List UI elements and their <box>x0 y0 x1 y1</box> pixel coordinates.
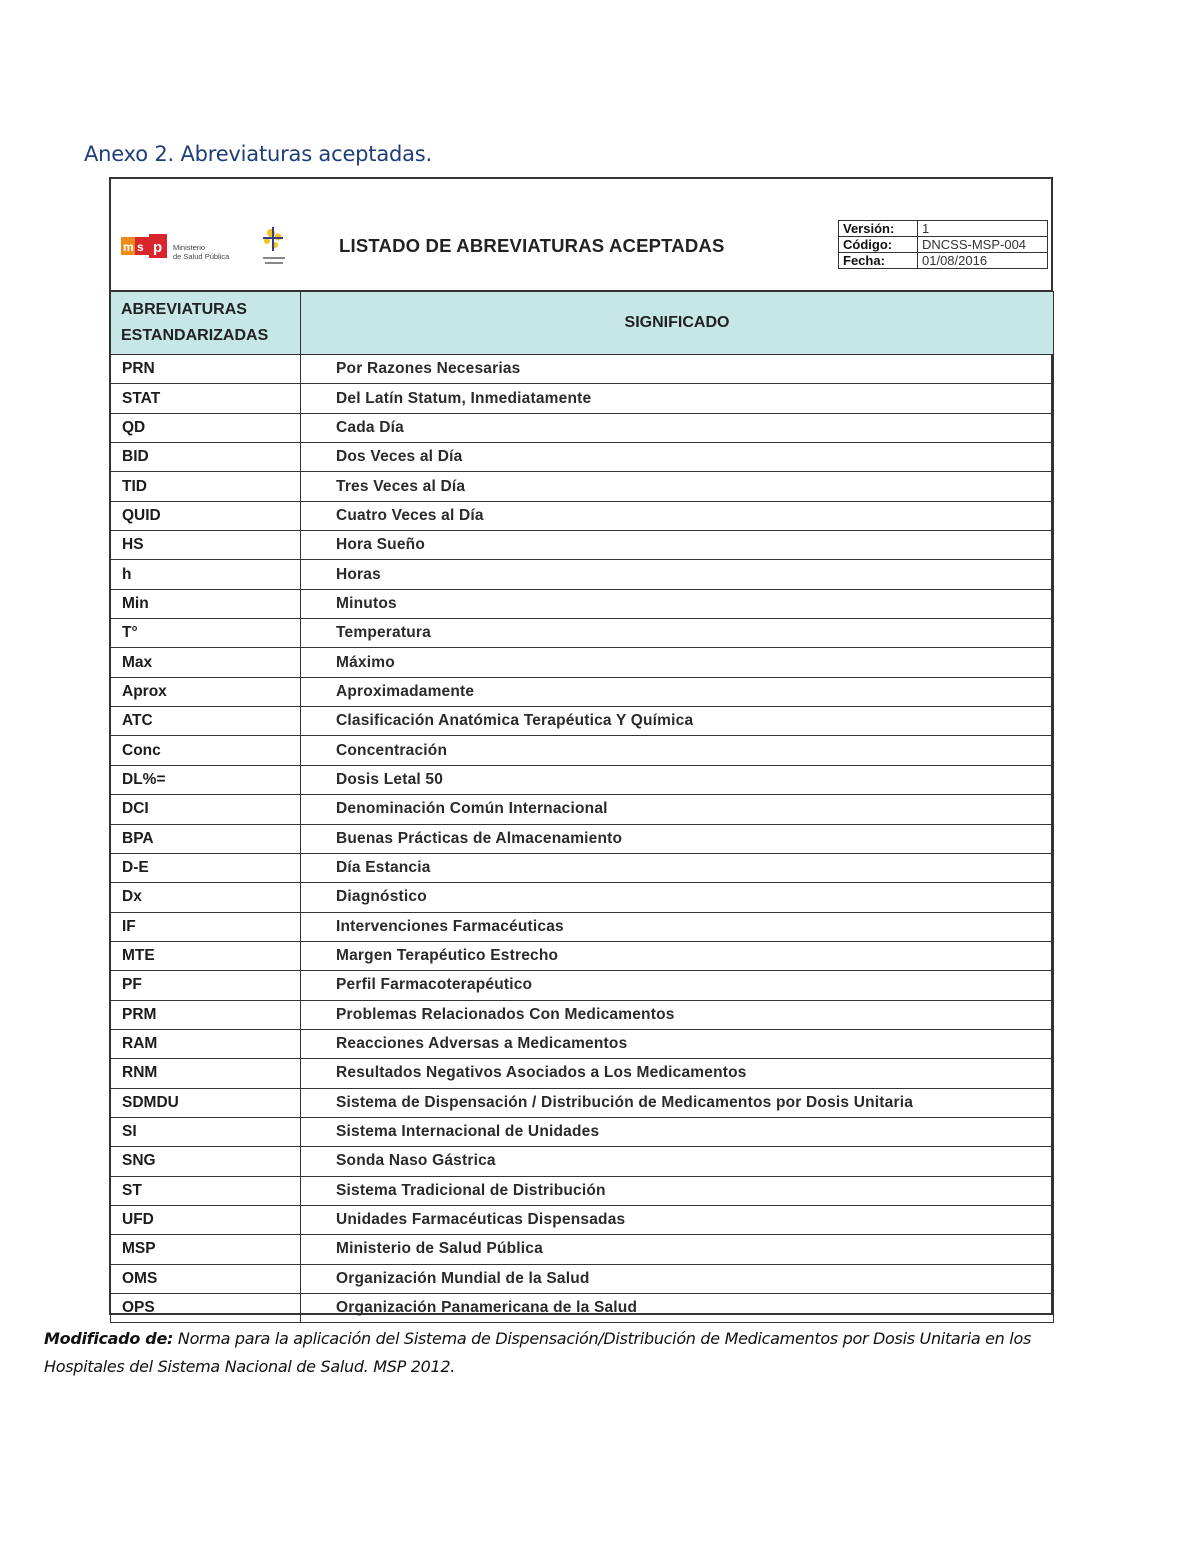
table-row <box>111 413 1054 442</box>
meaning-cell: Resultados Negativos Asociados a Los Medicamentos <box>301 1059 1054 1088</box>
abbreviations-table <box>110 291 1054 1323</box>
abbreviation-cell: QUID <box>111 501 301 530</box>
abbreviation-cell: IF <box>111 912 301 941</box>
meaning-cell: Denominación Común Internacional <box>301 795 1054 824</box>
meaning-cell: Sonda Naso Gástrica <box>301 1147 1054 1176</box>
column-header-meaning: SIGNIFICADO <box>301 292 1054 355</box>
table-row <box>111 1176 1054 1205</box>
source-note-text: Norma para la aplicación del Sistema de Dispensación/Distribución de Medicamentos por Dosis Unitaria en los Hospitales del Sistema Nacional de Salud. MSP 2012. <box>44 1329 1031 1376</box>
abbreviation-cell: ST <box>111 1176 301 1205</box>
source-note-label: Modificado de: <box>44 1329 174 1348</box>
abbreviation-cell: h <box>111 560 301 589</box>
meaning-cell: Cada Día <box>301 413 1054 442</box>
meaning-cell: Dosis Letal 50 <box>301 765 1054 794</box>
table-row <box>111 501 1054 530</box>
table-header-row <box>111 292 1054 355</box>
svg-text:s: s <box>137 240 144 254</box>
meaning-cell: Máximo <box>301 648 1054 677</box>
meaning-cell: Minutos <box>301 589 1054 618</box>
table-row <box>111 619 1054 648</box>
meta-row <box>839 237 1048 253</box>
table-row <box>111 560 1054 589</box>
table-row <box>111 648 1054 677</box>
table-row <box>111 1205 1054 1234</box>
meaning-cell: Dos Veces al Día <box>301 443 1054 472</box>
table-row <box>111 765 1054 794</box>
table-row <box>111 736 1054 765</box>
column-header-abbreviations: ABREVIATURAS ESTANDARIZADAS <box>111 292 301 355</box>
meta-value: 01/08/2016 <box>918 253 1048 269</box>
table-row <box>111 677 1054 706</box>
meta-value: 1 <box>918 221 1048 237</box>
meaning-cell: Horas <box>301 560 1054 589</box>
meaning-cell: Margen Terapéutico Estrecho <box>301 941 1054 970</box>
table-row <box>111 1000 1054 1029</box>
meaning-cell: Sistema Tradicional de Distribución <box>301 1176 1054 1205</box>
abbreviation-cell: HS <box>111 531 301 560</box>
msp-logo-icon <box>121 231 169 261</box>
document-meta-table <box>838 220 1048 269</box>
abbreviation-cell: Max <box>111 648 301 677</box>
table-row <box>111 824 1054 853</box>
table-row <box>111 1264 1054 1293</box>
abbreviation-cell: RAM <box>111 1029 301 1058</box>
document-header <box>111 179 1051 291</box>
meta-key: Código: <box>839 237 918 253</box>
svg-text:m: m <box>123 240 134 254</box>
meaning-cell: Aproximadamente <box>301 677 1054 706</box>
abbreviation-cell: BID <box>111 443 301 472</box>
annex-title: Anexo 2. Abreviaturas aceptadas. <box>84 142 433 166</box>
abbreviation-cell: BPA <box>111 824 301 853</box>
meta-key: Fecha: <box>839 253 918 269</box>
table-row <box>111 1147 1054 1176</box>
abbreviation-cell: DL%= <box>111 765 301 794</box>
table-row <box>111 443 1054 472</box>
meaning-cell: Del Latín Statum, Inmediatamente <box>301 384 1054 413</box>
table-row <box>111 1029 1054 1058</box>
table-row <box>111 531 1054 560</box>
abbreviation-cell: Aprox <box>111 677 301 706</box>
abbreviations-document <box>109 177 1053 1315</box>
abbreviation-cell: SNG <box>111 1147 301 1176</box>
table-row <box>111 941 1054 970</box>
abbreviation-cell: RNM <box>111 1059 301 1088</box>
ministry-seal-icon <box>257 223 291 271</box>
table-row <box>111 589 1054 618</box>
table-row <box>111 1294 1054 1323</box>
abbreviation-cell: OPS <box>111 1294 301 1323</box>
meaning-cell: Sistema Internacional de Unidades <box>301 1117 1054 1146</box>
meaning-cell: Hora Sueño <box>301 531 1054 560</box>
meta-row <box>839 221 1048 237</box>
meaning-cell: Problemas Relacionados Con Medicamentos <box>301 1000 1054 1029</box>
table-row <box>111 384 1054 413</box>
meaning-cell: Ministerio de Salud Pública <box>301 1235 1054 1264</box>
ministry-name: Ministerio de Salud Pública <box>173 243 230 261</box>
meaning-cell: Diagnóstico <box>301 883 1054 912</box>
abbreviation-cell: OMS <box>111 1264 301 1293</box>
meaning-cell: Concentración <box>301 736 1054 765</box>
abbreviation-cell: MSP <box>111 1235 301 1264</box>
meaning-cell: Día Estancia <box>301 853 1054 882</box>
abbreviation-cell: SDMDU <box>111 1088 301 1117</box>
meaning-cell: Reacciones Adversas a Medicamentos <box>301 1029 1054 1058</box>
abbreviation-cell: MTE <box>111 941 301 970</box>
meaning-cell: Organización Mundial de la Salud <box>301 1264 1054 1293</box>
svg-text:p: p <box>153 239 163 256</box>
meaning-cell: Sistema de Dispensación / Distribución de Medicamentos por Dosis Unitaria <box>301 1088 1054 1117</box>
table-row <box>111 1059 1054 1088</box>
meaning-cell: Clasificación Anatómica Terapéutica Y Química <box>301 707 1054 736</box>
meaning-cell: Tres Veces al Día <box>301 472 1054 501</box>
abbreviation-cell: SI <box>111 1117 301 1146</box>
meta-key: Versión: <box>839 221 918 237</box>
abbreviation-cell: PF <box>111 971 301 1000</box>
meta-value: DNCSS-MSP-004 <box>918 237 1048 253</box>
meaning-cell: Perfil Farmacoterapéutico <box>301 971 1054 1000</box>
table-row <box>111 707 1054 736</box>
table-row <box>111 912 1054 941</box>
document-title: LISTADO DE ABREVIATURAS ACEPTADAS <box>339 235 725 256</box>
table-row <box>111 1088 1054 1117</box>
abbreviation-cell: PRM <box>111 1000 301 1029</box>
meaning-cell: Por Razones Necesarias <box>301 355 1054 384</box>
abbreviation-cell: Conc <box>111 736 301 765</box>
table-row <box>111 355 1054 384</box>
meaning-cell: Organización Panamericana de la Salud <box>301 1294 1054 1323</box>
source-note <box>44 1325 1044 1381</box>
table-row <box>111 883 1054 912</box>
meaning-cell: Intervenciones Farmacéuticas <box>301 912 1054 941</box>
abbreviation-cell: PRN <box>111 355 301 384</box>
table-row <box>111 853 1054 882</box>
table-row <box>111 1235 1054 1264</box>
abbreviation-cell: UFD <box>111 1205 301 1234</box>
abbreviation-cell: ATC <box>111 707 301 736</box>
table-row <box>111 795 1054 824</box>
abbreviation-cell: TID <box>111 472 301 501</box>
abbreviation-cell: STAT <box>111 384 301 413</box>
meaning-cell: Temperatura <box>301 619 1054 648</box>
meaning-cell: Cuatro Veces al Día <box>301 501 1054 530</box>
table-row <box>111 472 1054 501</box>
table-row <box>111 1117 1054 1146</box>
abbreviation-cell: Min <box>111 589 301 618</box>
abbreviation-cell: D-E <box>111 853 301 882</box>
meaning-cell: Unidades Farmacéuticas Dispensadas <box>301 1205 1054 1234</box>
abbreviation-cell: QD <box>111 413 301 442</box>
abbreviation-cell: DCI <box>111 795 301 824</box>
abbreviation-cell: T° <box>111 619 301 648</box>
meaning-cell: Buenas Prácticas de Almacenamiento <box>301 824 1054 853</box>
abbreviation-cell: Dx <box>111 883 301 912</box>
meta-row <box>839 253 1048 269</box>
table-row <box>111 971 1054 1000</box>
